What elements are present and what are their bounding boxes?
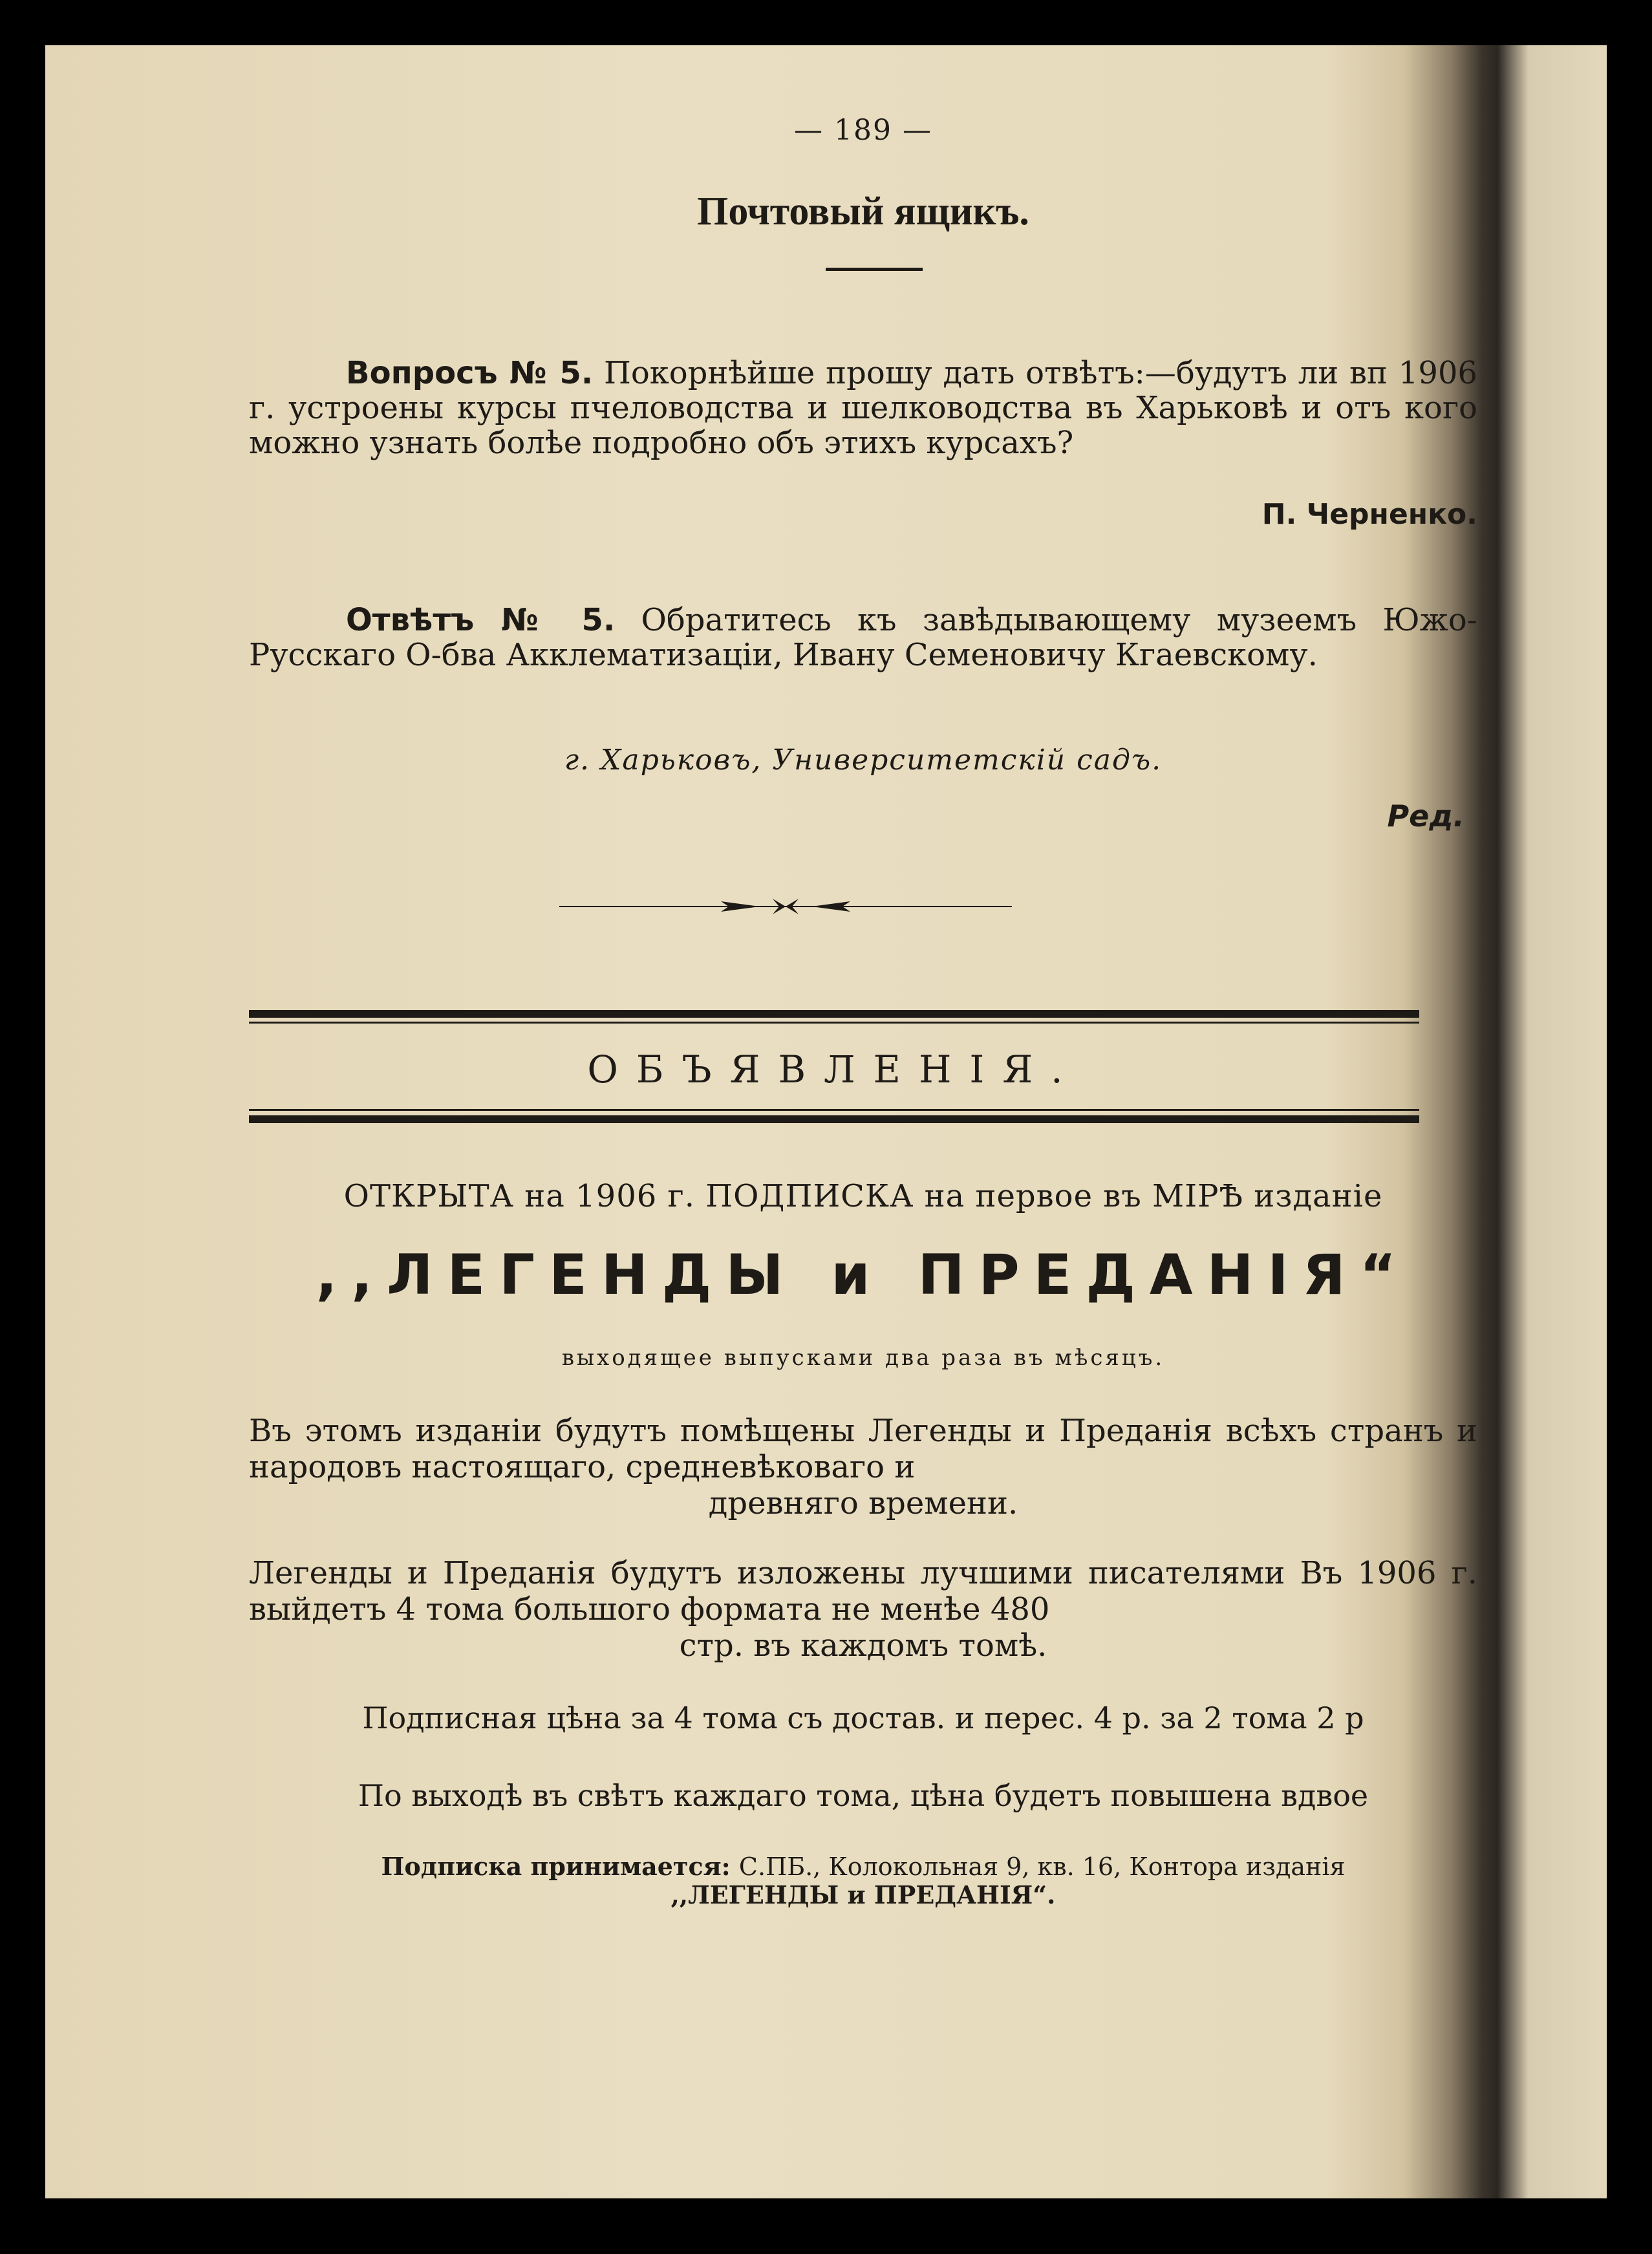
ads-title: ОБЪЯВЛЕНІЯ. <box>587 1047 1081 1091</box>
title-underline <box>826 268 923 271</box>
answer-text: Обратитесь къ завѣдывающему музеемъ Южо-Русскаго О-бва Акклематизаціи, Ивану Семеновичу Кгаевскому. <box>249 602 1478 673</box>
ads-paragraph-1-last: древняго времени. <box>708 1485 1018 1521</box>
ads-paragraph-1 <box>249 1413 1477 1521</box>
ads-paragraph-1-text: Въ этомъ изданіи будутъ помѣщены Легенды и Преданія всѣхъ странъ и народовъ настоящаго, средневѣковаго и <box>249 1413 1477 1485</box>
editor-signature: Ред. <box>1387 799 1464 833</box>
subscription-label: Подписка принимается: <box>381 1852 731 1881</box>
subscription-address: С.ПБ., Колокольная 9, кв. 16, Контора изданія <box>738 1852 1346 1881</box>
ads-headline: ,,ЛЕГЕНДЫ и ПРЕДАНІЯ“ <box>316 1243 1411 1307</box>
subscription-title: ,,ЛЕГЕНДЫ и ПРЕДАНІЯ“. <box>670 1880 1056 1909</box>
question-signature: П. Черненко. <box>1261 498 1477 531</box>
ornament-divider <box>559 894 1012 919</box>
ads-intro: ОТКРЫТА на 1906 г. ПОДПИСКА на первое въ МІРѢ изданіе <box>343 1178 1383 1214</box>
answer-paragraph <box>249 603 1477 672</box>
ads-top-rule <box>249 1010 1419 1018</box>
ads-subline: выходящее выпусками два раза въ мѣсяцъ. <box>561 1345 1165 1371</box>
answer-label: Отвѣтъ № 5. <box>346 602 616 638</box>
scanned-page <box>45 45 1607 2198</box>
ads-paragraph-2-text: Легенды и Преданія будутъ изложены лучшими писателями Въ 1906 г. выйдетъ 4 тома большого формата не менѣе 480 <box>249 1555 1477 1627</box>
ads-top-rule-thin <box>249 1022 1419 1024</box>
ads-bottom-rule <box>249 1115 1419 1123</box>
question-text: Покорнѣйше прошу дать отвѣтъ:—будутъ ли вп 1906 г. устроены курсы пчеловодства и шелководства въ Харьковѣ и отъ кого можно узнать болѣе подробно объ этихъ курсахъ? <box>249 355 1478 461</box>
ads-paragraph-2-last: стр. въ каждомъ томѣ. <box>679 1627 1047 1664</box>
question-paragraph <box>249 356 1477 460</box>
ads-paragraph-2 <box>249 1555 1477 1664</box>
ads-bottom-rule-thin <box>249 1109 1419 1111</box>
page-number: — 189 — <box>794 114 932 147</box>
ads-price: Подписная цѣна за 4 тома съ достав. и перес. 4 р. за 2 тома 2 р <box>362 1701 1364 1735</box>
question-label: Вопросъ № 5. <box>346 355 594 391</box>
ads-price-note: По выходѣ въ свѣтъ каждаго тома, цѣна будетъ повышена вдвое <box>358 1778 1369 1813</box>
section-title: Почтовый ящикъ. <box>697 189 1029 233</box>
answer-address: г. Харьковъ, Университетскій садъ. <box>564 744 1163 777</box>
ads-subscription <box>249 1852 1477 1909</box>
